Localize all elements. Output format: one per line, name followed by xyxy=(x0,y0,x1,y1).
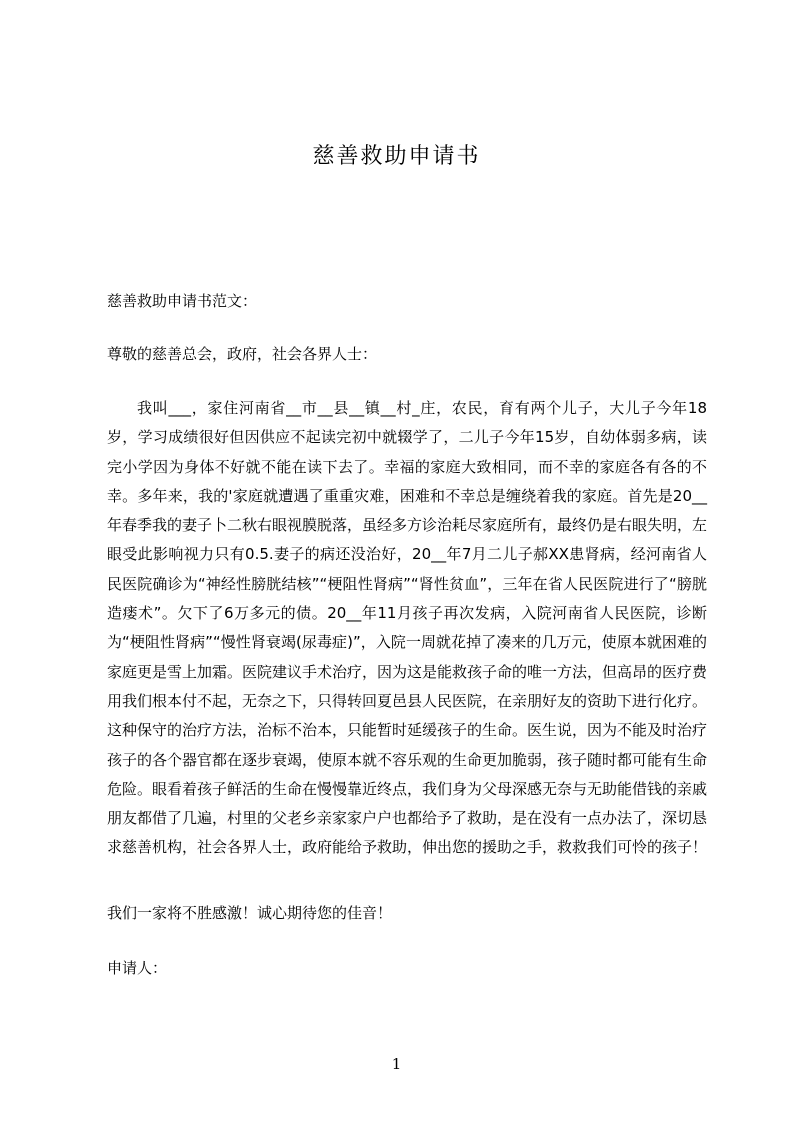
page-number: 1 xyxy=(391,1055,402,1073)
thanks-line: 我们一家将不胜感激！诚心期待您的佳音！ xyxy=(107,904,393,922)
page-title: 慈善救助申请书 xyxy=(312,144,481,169)
applicant-line: 申请人： xyxy=(107,959,168,977)
salutation-line: 尊敬的慈善总会，政府，社会各界人士： xyxy=(107,345,378,363)
body-paragraph: 我叫___，家住河南省__市__县__镇__村_庄，农民，育有两个儿子，大儿子今年18岁，学习成绩很好但因供应不起读完初中就辍学了，二儿子今年15岁，自幼体弱多病，读完小学因为身体不好就不能在读下去了。幸福的家庭大致相同，而不幸的家庭各有各的不幸。多年来，我的'家庭就遭遇了重重灾难，困难和不幸总是缠绕着我的家庭。首先是20__年春季我的妻子卜二秋右眼视膜脱落，虽经多方诊治耗尽家庭所有，最终仍是右眼失明，左眼受此影响视力只有0.5.妻子的病还没治好，20__年7月二儿子郝XX患肾病，经河南省人民医院确诊为“神经性膀胱结核”“梗阻性肾病”“肾性贫血”，三年在省人民医院进行了“膀胱造瘘术”。欠下了6万多元的债。20__年11月孩子再次发病，入院河南省人民医院，诊断为“梗阻性肾病”“慢性肾衰竭(尿毒症)”，入院一周就花掉了凑来的几万元，使原本就困难的家庭更是雪上加霜。医院建议手术治疗，因为这是能救孩子命的唯一方法，但高昂的医疗费用我们根本付不起，无奈之下，只得转回夏邑县人民医院，在亲朋好友的资助下进行化疗。这种保守的治疗方法，治标不治本，只能暂时延缓孩子的生命。医生说，因为不能及时治疗孩子的各个器官都在逐步衰竭，使原本就不容乐观的生命更加脆弱，孩子随时都可能有生命危险。眼看着孩子鲜活的生命在慢慢靠近终点，我们身为父母深感无奈与无助能借钱的亲戚朋友都借了几遍，村里的父老乡亲家家户户也都给予了救助，是在没有一点办法了，深切恳求慈善机构，社会各界人士，政府能给予救助，伸出您的援助之手，救救我们可怜的孩子！ xyxy=(107,399,708,857)
intro-line: 慈善救助申请书范文： xyxy=(107,292,258,310)
